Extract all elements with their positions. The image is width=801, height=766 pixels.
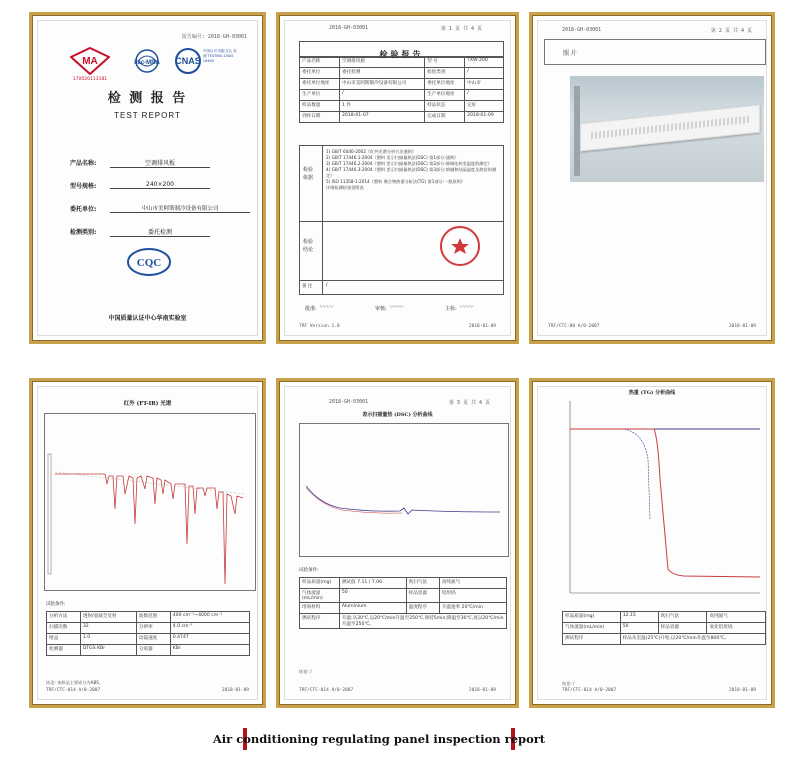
tga-page (537, 386, 767, 700)
table-cell: 检测器 (47, 645, 81, 656)
report-page-photo (529, 12, 775, 344)
table-cell: / (465, 68, 504, 79)
tga-mass-curve (570, 429, 760, 577)
table-row (300, 603, 507, 614)
table-cell: 高纯氮气 (707, 612, 766, 623)
table-row (47, 645, 250, 656)
summary-footer-right: 2018-01-09 (468, 324, 496, 329)
cover-title-en: TEST REPORT (114, 111, 181, 120)
table-cell: 0.4747 (170, 634, 249, 645)
table-cell: 检验类别 (425, 68, 465, 79)
cover-field-value: 240×200 (110, 181, 210, 189)
table-cell: 透射/衰减全反射 (80, 612, 136, 623)
table-cell: 吹扫气氛 (658, 612, 707, 623)
table-cell: 样品从室温(25℃)开始,以20℃/min升温至800℃。 (620, 634, 765, 645)
cover-field-value: 空调排风板 (110, 158, 210, 168)
cover-title-cn: 检 测 报 告 (107, 91, 188, 106)
caption-text: Air conditioning regulating panel inspection report (212, 732, 546, 746)
report-page-tga (529, 378, 775, 708)
report-page-ftir (29, 378, 266, 708)
dsc-note: 结论: / (299, 669, 312, 674)
table-row (300, 79, 504, 90)
tga-note: 结论: / (562, 681, 575, 686)
dsc-table (299, 577, 507, 629)
table-cell: 委托单位地址 (425, 79, 465, 90)
photo-title: 照 片 (563, 50, 577, 57)
table-cell: 动镜速度 (136, 634, 170, 645)
summary-report-no: 2018-GH-03001 (329, 25, 369, 31)
signature-scribble: 〰〰 (459, 303, 473, 311)
photo-footer-left: TRF/CTC-00 A/0-2007 (548, 324, 600, 329)
table-cell: 1.0 (80, 634, 136, 645)
cover-field-value: 中山市美阿斯制冷设备有限公司 (110, 204, 250, 213)
table-cell: 1 件 (339, 101, 424, 112)
table-cell: 产品名称 (300, 57, 340, 68)
table-row (300, 614, 507, 629)
table-cell: 委托单位地址 (300, 79, 340, 90)
cover-field-label: 委托单位: (70, 206, 97, 213)
table-cell: 样品容器 (406, 589, 439, 603)
table-cell: 到样日期 (300, 112, 340, 123)
ftir-table (46, 611, 250, 656)
photo-report-no: 2018-GH-03001 (562, 27, 602, 33)
remark-label: 备 注 (302, 284, 313, 289)
cnas-logo-text: CNAS (175, 56, 201, 66)
sign-label: 批准: (305, 306, 317, 312)
ilac-mra-logo (130, 49, 164, 75)
table-cell: 波数范围 (136, 612, 170, 623)
cnas-logo (173, 47, 237, 77)
ilac-logo-text: ilac-MRA (134, 60, 160, 66)
dsc-curve (306, 486, 500, 514)
cover-field-value: 委托检测 (110, 227, 210, 237)
table-cell: 分析方法 (47, 612, 81, 623)
table-cell: 生产单位 (300, 90, 340, 101)
remark-box (299, 280, 504, 295)
basis-line: 详细检测结果见附表 (326, 185, 364, 190)
table-cell: 坩埚材料 (300, 603, 340, 614)
cqc-logo (126, 247, 172, 277)
table-cell: 气体流量(mL/min) (300, 589, 340, 603)
table-cell: 样品容器 (658, 623, 707, 634)
table-cell: 空调排风板 (339, 57, 424, 68)
tga-footer-right: 2018-01-09 (728, 688, 756, 693)
table-cell: 中山市 (465, 79, 504, 90)
product-photo (570, 76, 764, 182)
cover-field-label: 产品名称: (70, 160, 97, 167)
table-cell: 增益 (47, 634, 81, 645)
summary-footer-left: TRF Version 1.0 (299, 324, 340, 329)
basis-line: 1) GB/T 6040-2002《红外光谱分析方法通则》 (326, 149, 417, 154)
table-cell: 气体流量(mL/min) (563, 623, 621, 634)
ma-logo-text: MA (82, 56, 98, 67)
table-row (300, 68, 504, 79)
table-cell: 中山市美阿斯制冷设备有限公司 (339, 79, 424, 90)
table-row (47, 623, 250, 634)
table-cell: 委托单位 (300, 68, 340, 79)
sign-label: 审核: (375, 306, 387, 312)
ftir-chart-frame (44, 413, 256, 591)
tga-table (562, 611, 766, 645)
dsc-footer-right: 2018-01-09 (468, 688, 496, 693)
table-row (47, 634, 250, 645)
ma-number: 170020113181 (72, 77, 108, 82)
remark-value: / (326, 283, 328, 288)
table-cell: 2018-01-09 (465, 112, 504, 123)
cover-page (37, 20, 258, 336)
dsc-footer-left: TRF/CTC-014 A/0-2007 (299, 688, 354, 693)
table-row (563, 634, 766, 645)
table-row (300, 101, 504, 112)
photo-page-no: 第 2 页 共 4 页 (710, 28, 752, 34)
ftir-sub: 试验条件: (46, 602, 66, 607)
table-cell: KBr (170, 645, 249, 656)
summary-title: 检验报告 (379, 49, 424, 59)
ftir-title: 红外 (FT-IR) 光谱 (123, 401, 172, 407)
table-cell: 高纯氮气 (439, 578, 506, 589)
dsc-title: 差示扫描量热 (DSC) 分析曲线 (362, 412, 433, 418)
basis-line: 5) ISO 11358-1:2014《塑料 聚合物热重分析法(TG) 第1部分:一般原则》 (326, 179, 466, 184)
caption-bar (212, 728, 546, 750)
table-cell: 分辨率 (136, 623, 170, 634)
cover-field-label: 型号规格: (70, 183, 97, 190)
table-cell: 4.0 cm⁻¹ (170, 623, 249, 634)
basis-line: 3) GB/T 17446.2-2004《塑料 差示扫描量热法(DSC) 第2部分:玻璃化转变温度的测定》 (326, 161, 492, 166)
tga-title: 热重 (TG) 分析曲线 (628, 390, 676, 396)
dsc-curve-chart (300, 424, 508, 556)
cover-field-label: 检测类别: (70, 229, 97, 236)
table-cell: 升温速率 20℃/min (439, 603, 506, 614)
dsc-page (284, 386, 511, 700)
table-cell: 型 号 (425, 57, 465, 68)
table-cell: 50 (339, 589, 406, 603)
conclusion-box (299, 220, 504, 281)
table-cell: 测试程序 (300, 614, 340, 629)
table-cell: DTGS KBr (80, 645, 136, 656)
report-page-dsc (276, 378, 519, 708)
table-cell: 2018-01-07 (339, 112, 424, 123)
table-cell: 样品质量(mg) (563, 612, 621, 623)
cqc-logo-text: CQC (136, 257, 162, 269)
signature-scribble: 〰〰 (319, 303, 333, 311)
cover-report-no: 报告编号: 2018-GH-03001 (181, 34, 247, 40)
basis-label: 检验依据 (303, 167, 314, 181)
ma-logo (70, 47, 110, 82)
table-cell: / (465, 90, 504, 101)
tga-curve-chart (564, 399, 762, 595)
photo-title-box (544, 39, 766, 65)
basis-line: 4) GB/T 17446.3-2004《塑料 差示扫描量热法(DSC) 第3部分:熔融和结晶温度及热焓的测定》 (326, 167, 497, 178)
table-cell: 样品质量(mg) (300, 578, 340, 589)
table-cell: 完成日期 (425, 112, 465, 123)
table-cell: 400 cm⁻¹~4000 cm⁻¹ (170, 612, 249, 623)
cover-footer: 中国质量认证中心华南实验室 (108, 315, 187, 322)
conclusion-label: 检验结论 (303, 239, 314, 253)
basis-box (299, 145, 504, 222)
summary-page-no: 第 1 页 共 4 页 (440, 26, 482, 32)
ftir-footer-right: 2018-01-09 (221, 688, 249, 693)
dsc-sub: 试验条件: (299, 568, 319, 573)
table-cell: 测试值 7.11 / 7.06 (339, 578, 406, 589)
table-cell: 扫描次数 (47, 623, 81, 634)
table-row (300, 578, 507, 589)
ftir-spectrum-chart (45, 414, 255, 590)
ftir-note: 结论: 该样品主要成分为ABS。 (46, 680, 104, 685)
cnas-small-text: 中国认可 国际互认 检测 TESTING CNAS L8465 (203, 49, 237, 63)
table-cell: 委托检测 (339, 68, 424, 79)
table-row (300, 57, 504, 68)
basis-line: 2) GB/T 17446.1-2004《塑料 差示扫描量热法(DSC) 第1部分:通则》 (326, 155, 459, 160)
signature-scribble: 〰〰 (389, 303, 403, 311)
ftir-page (37, 386, 258, 700)
table-cell: 完好 (465, 101, 504, 112)
tga-footer-left: TRF/CTC-014 A/0-2007 (562, 688, 617, 693)
table-cell: 铝坩埚 (439, 589, 506, 603)
summary-page (284, 20, 511, 336)
dsc-page-no: 第 3 页 共 4 页 (448, 400, 490, 406)
table-cell: 氧化铝坩埚 (707, 623, 766, 634)
table-cell: 温度程序 (406, 603, 439, 614)
table-cell: 12.15 (620, 612, 658, 623)
photo-footer-right: 2018-01-09 (728, 324, 756, 329)
table-cell: 升温:从30℃,以20℃/min升温至250℃,保持5min;降温至30℃,再以20℃/min升温至250℃。 (339, 614, 506, 629)
ftir-footer-left: TRF/CTC-014 A/0-2007 (46, 688, 101, 693)
table-cell: / (339, 90, 424, 101)
official-seal-stamp (440, 226, 480, 266)
table-cell: 吹扫气氛 (406, 578, 439, 589)
basis-lines (326, 149, 500, 191)
table-row (47, 612, 250, 623)
table-cell: 样品状态 (425, 101, 465, 112)
table-cell: 样品数量 (300, 101, 340, 112)
table-cell: 测试程序 (563, 634, 621, 645)
photo-page (537, 20, 767, 336)
report-page-cover (29, 12, 266, 344)
sign-label: 主检: (445, 306, 457, 312)
table-row (563, 612, 766, 623)
panel-product (580, 105, 760, 152)
summary-table (299, 56, 504, 123)
dsc-chart-frame (299, 423, 509, 557)
table-cell: 生产单位地址 (425, 90, 465, 101)
table-cell: 分束器 (136, 645, 170, 656)
tga-chart-frame (564, 399, 762, 595)
table-row (300, 90, 504, 101)
table-cell: 50 (620, 623, 658, 634)
table-cell: TXW-200 (465, 57, 504, 68)
table-row (563, 623, 766, 634)
report-page-summary (276, 12, 519, 344)
table-cell: Aluminium (339, 603, 406, 614)
table-cell: 32 (80, 623, 136, 634)
dsc-report-no: 2018-GH-03001 (329, 399, 369, 405)
table-row (300, 589, 507, 603)
table-row (300, 112, 504, 123)
